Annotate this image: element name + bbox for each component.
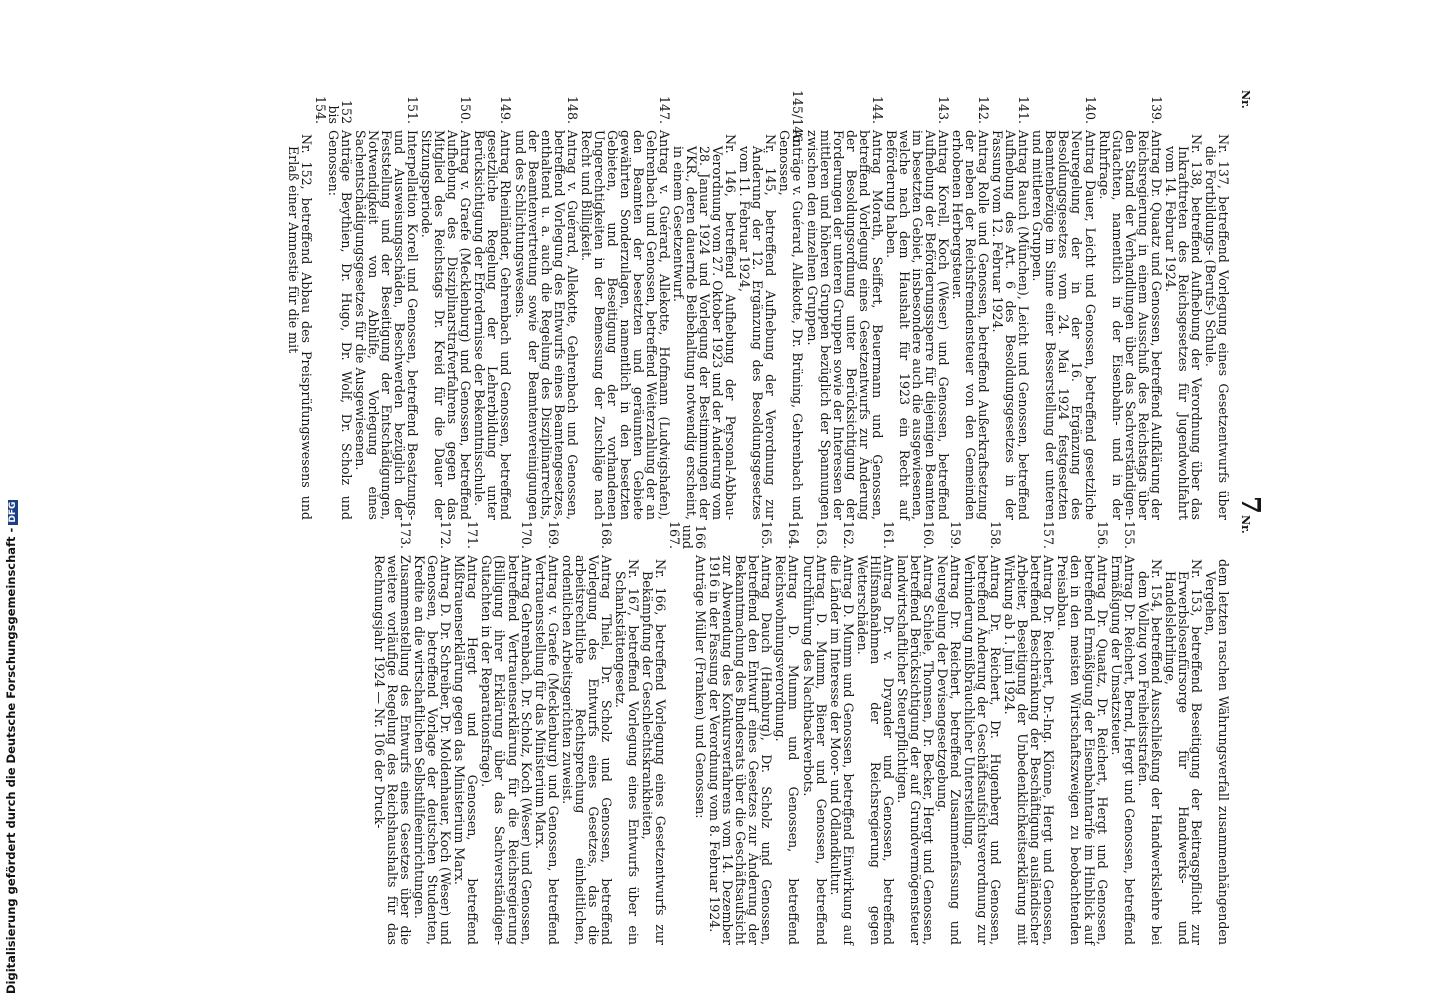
funding-notice [4, 500, 18, 994]
motion-text: Antrag D. Mumm, Biener und Genossen, betreffend Durchführung des Nachtbackverbots. [800, 555, 829, 945]
motion-number: 149. [498, 95, 514, 124]
sub-item-text: Nr. 154, betreffend Ausschließung der Handwerkslehre bei dem Vollzug von Freiheitsstrafen. [1135, 559, 1164, 945]
motion-text: Antrag Dauch (Hamburg), Dr. Scholz und Genossen, betreffend den Entwurf eines Gesetzes zur Änderung der Bekanntmachung des Bundesrats über die Geschäftsaufsicht zur Abwendung des Konkursverfahrens vom 14. Dezember 1916 in der Fassung der Verordnung vom 8. Februar 1924. [707, 555, 775, 945]
motion-text: Antrag D. Dr. Schreiber, Dr. Moldenhauer, Koch (Weser) und Genossen, betreffend Vorlage der deutschen Studenten, Kredite an die wirtschaftlichen Selbsthilfeeinrichtungen. [412, 555, 454, 945]
motion-text: Zusammenstellung des Entwurfs eines Gesetzes über die weitere vorläufige Regelung des Reichshaushalts für das Rechnungsjahr 1924 — Nr. 106 der Druck- [372, 555, 414, 945]
motion-entry [413, 515, 452, 945]
motion-entry [534, 515, 560, 945]
motion-number: 168. [598, 520, 614, 549]
motion-entry [480, 515, 532, 945]
motion-number: 170. [518, 520, 534, 549]
motion-entry [802, 515, 828, 945]
motion-text: Antrag Korell, Koch (Weser) und Genossen, betreffend Aufhebung der Beförderungssperre für diejenigen Beamten im besetzten Gebiet, insbesondere auch die ausgewiesenen, welche nach dem Haushalt für 1923 ein Recht auf Beförderung haben. [883, 130, 952, 520]
motion-text: Interpellation Korell und Genossen, betreffend Besatzungs- und Ausweisungsschäden, Beschwerden bezüglich der Feststellung und der Beseitigung der Entschädigungen, Notwendigkeit von Abhilfe, Vorlegung eines Sachentschädigungsgesetzes für die Ausgewiesenen. [352, 130, 421, 520]
motion-text: Antrag Rolle und Genossen, betreffend Außerkraftsetzung der neben der Reichsfremdensteuer von den Gemeinden erhobenen Herbergsteuer. [950, 130, 992, 520]
motion-entry [963, 515, 1002, 945]
motion-number: 156. [1094, 520, 1110, 549]
motion-text: Antrag v. Guérard, Allekotte, Hofmann (Ludwigshafen), Gehrenbach und Genossen, betreffend Weiterzahlung der an den Beamten der besetzten und geräumten Gebiete gewährten Sonderzulagen, namentlich in den besetzten Gebieten, und Beseitigung der vorhandenen Ungerechtigkeiten in der Bemessung der Zuschläge nach Recht und Billigkeit. [578, 130, 673, 520]
motion-number: 143. [936, 95, 952, 124]
motion-text: Antrag Rauch (München), Leicht und Genossen, betreffend Aufhebung des Art. 6 des Besoldungsgesetzes in der Fassung vom 12. Februar 1924. [990, 130, 1032, 520]
motion-entry [473, 90, 512, 520]
motion-entry [806, 90, 884, 520]
motion-entry [1110, 515, 1136, 945]
motion-number: 157. [1041, 520, 1057, 549]
motion-text: Antrag Dr. Quaatz und Genossen, betreffend Aufklärung der Reichsregierung in einem Ausschuß des Reichstags über den Stand der Verhandlungen über das Sachverständigen-Gutachten, namentlich in der Eisenbahn- und in der Ruhrfrage. [1096, 130, 1164, 520]
motion-text: Antrag Gehrenbach, Dr. Scholz, Koch (Weser) und Genossen, betreffend Vertrauenserklärung für die Reichsregierung (Billigung ihrer Erklärung über das Sachverständigen-Gutachten in der Reparationsfrage). [479, 555, 534, 945]
motion-number: 152 bis 154. [312, 95, 354, 124]
motion-number: 160. [920, 520, 936, 549]
motion-number: 165. [759, 520, 775, 549]
digitization-sidebar [0, 0, 22, 1000]
motion-entry [314, 90, 353, 520]
motion-entry [580, 90, 671, 520]
motion-number: 148. [564, 95, 580, 124]
motion-number: 144. [869, 95, 885, 124]
sub-item-text: Nr. 153, betreffend Beseitigung der Beitragspflicht zur Erwerbslosenfürsorge für Handwerks- und Handelslehrlinge, [1162, 559, 1204, 945]
motion-entry [1003, 515, 1055, 945]
motion-entry [778, 90, 804, 520]
funding-text: Digitalisierung gefördert durch die Deutsche Forschungsgemeinschaft - [4, 527, 18, 994]
motion-number: 158. [988, 520, 1004, 549]
motion-text: Antrag Dr. Reichert, Dr.-Ing. Klönne, Hergt und Genossen, betreffend Beschränkung der Beschäftigung ausländischer Arbeiter, Beseitigung der Unbedenklichkeitserklärung mit Wirkung ab 1. Juni 1924. [1002, 555, 1057, 945]
motion-entry [896, 515, 935, 945]
motion-text: Antrag Thiel, Dr. Scholz und Genossen, betreffend Vorlegung des Entwurfs eines Gesetzes, das die arbeitsrechtliche Rechtsprechung einheitlichen, ordentlichen Arbeitsgerichten zuweist. [559, 555, 614, 945]
motion-text: Antrag Dauer, Leicht und Genossen, betreffend gesetzliche Neuregelung der in der 16. Ergänzung des Besoldungsgesetzes vom 24. Mai 1924 festgesetzten Beamtenbezüge im Sinne einer Besserstellung der unteren und mittleren Gruppen. [1030, 130, 1098, 520]
motion-number: 166 und 167. [667, 520, 709, 549]
dfg-logo: DFG [8, 501, 18, 523]
motion-number: 164. [786, 520, 802, 549]
motion-entry [513, 90, 578, 520]
motion-entry [856, 515, 895, 945]
motion-entry [561, 515, 613, 945]
sub-item-text: Nr. 145, betreffend Aufhebung der Verordnung zur Änderung der 12. Ergänzung des Besoldungsgesetzes vom 11. Februar 1924, [737, 134, 779, 520]
motion-text: Antrag D. Mumm und Genossen, betreffend Reichswohnungsverordnung. [773, 555, 802, 945]
motion-text: Antrag Schiele, Thomsen, Dr. Becker, Hergt und Genossen, betreffend Berücksichtigung der auf Grundvermögensteuer landwirtschaftlicher Steuerpflichtigen. [894, 555, 936, 945]
motion-number: 173. [398, 520, 414, 549]
sub-item-text: Nr. 146, betreffend Aufhebung der Personal-Abbau-Verordnung vom 27. Oktober 1923 und der Änderung vom 28. Januar 1924 und Vorlegung der Bestimmungen der VKR., deren dauernde Beibehaltung notwendig erscheint, in einem Gesetzentwurf. [671, 134, 739, 520]
motion-text: Antrag Morath, Seiffert, Beuermann und Genossen, betreffend Vorlegung eines Gesetzentwurfs zur Änderung der Besoldungsordnung unter Berücksichtigung der Forderungen der unteren Gruppen sowie der Interessen der mittleren und höheren Gruppen bezüglich der Spannungen zwischen den einzelnen Gruppen. [804, 130, 885, 520]
motion-number: 150. [458, 95, 474, 124]
motion-entry [668, 515, 707, 945]
motion-entry [829, 515, 855, 945]
motion-text: Antrag Dr. Quaatz, Dr. Reichert, Hergt und Genossen, betreffend Ermäßigung der Eisenbahntarife im Hinblick auf den in den meisten Wirtschaftszweigen zu beobachtenden Preisabbau. [1055, 555, 1110, 945]
motion-text: Antrag Hergt und Genossen, betreffend Mißtrauenserklärung gegen das Ministerium Marx. [452, 555, 481, 945]
motion-number: 147. [657, 95, 673, 124]
motion-number: 161. [880, 520, 896, 549]
motion-entry [991, 90, 1030, 520]
motion-number: 169. [545, 520, 561, 549]
motion-text: Antrag v. Graefe (Mecklenburg) und Genossen, betreffend Vertrauensstellung für das Ministerium Marx. [532, 555, 561, 945]
motion-number: 145/146. [790, 90, 806, 147]
motion-entry [885, 90, 950, 520]
motion-number: 159. [948, 520, 964, 549]
motion-entry [774, 515, 800, 945]
sub-item-text: Nr. 166, betreffend Vorlegung eines Gesetzentwurfs zur Bekämpfung der Geschlechtskrankheiten, [639, 559, 669, 945]
motion-text: Antrag v. Guérard, Allekotte, Gehrenbach und Genossen, betreffend Vorlegung des Entwurfs eines Beamtengesetzes, enthaltend u. a. auch die Regelung des Disziplinarrechts, der Beamtenvertretung sowie der Beamtenvereinigungen und des Schlichtungswesens. [512, 130, 580, 520]
motion-entry [936, 515, 962, 945]
motion-entry [708, 515, 773, 945]
right-text-column [372, 515, 1230, 945]
motion-text: Antrag Dr. v. Dryander und Genossen, betreffend Hilfsmaßnahmen der Reichsregierung gegen Wetterschäden. [854, 555, 896, 945]
motion-entry [354, 90, 419, 520]
motion-number: 151. [405, 95, 421, 124]
motion-number: 171. [465, 520, 481, 549]
motion-number: 155. [1121, 520, 1137, 549]
right-column-header: Nr. [1239, 515, 1252, 534]
motion-number: 141. [1016, 95, 1032, 124]
motion-entry [1031, 90, 1096, 520]
motion-text: Anträge Beythien, Dr. Hugo, Dr. Wolf, Dr. Scholz und Genossen: [325, 130, 354, 520]
motion-entry [373, 515, 412, 945]
sub-item-text: dem letzten raschen Währungsverfall zusammenhängenden Vergehen, [1202, 559, 1231, 945]
motion-text: Anträge Müller (Franken) und Genossen: [693, 555, 709, 819]
motion-number: 142. [976, 95, 992, 124]
sub-item-text: Nr. 167, betreffend Vorlegung eines Entwurfs über ein Schankstättengesetz. [612, 559, 641, 945]
motion-number: 140. [1082, 95, 1098, 124]
motion-text: Antrag D. Mumm und Genossen, betreffend Einwirkung auf die Länder im Interesse der Moor- und Ödlandkultur. [827, 555, 856, 945]
motion-text: Antrag Rheinländer, Gehrenbach und Genossen, betreffend gesetzliche Regelung der Lehrerbildung unter Berücksichtigung der Erfordernisse der Bekenntnisschule. [472, 130, 514, 520]
motion-number: 139. [1148, 95, 1164, 124]
motion-text: Antrag v. Graefe (Mecklenburg) und Genossen, betreffend Aufhebung des Disziplinarstrafverfahrens gegen das Mitglied des Reichstags Dr. Kreid für die Dauer der Sitzungsperiode. [419, 130, 474, 520]
left-column-header: Nr. [1239, 90, 1252, 109]
motion-text: Antrag Dr. Reichert, Bernd, Hergt und Genossen, betreffend Ermäßigung der Umsatzsteuer. [1108, 555, 1137, 945]
motion-number: 172. [438, 520, 454, 549]
motion-entry [951, 90, 990, 520]
motion-number: 162. [840, 520, 856, 549]
left-text-column [286, 90, 1230, 520]
motion-entry [1098, 90, 1163, 520]
motion-number: 163. [813, 520, 829, 549]
motion-entry [453, 515, 479, 945]
sub-item-text: Nr. 152, betreffend Abbau des Preisprüfungswesens und Erlaß einer Amnestie für die mit [285, 134, 314, 520]
rotated-document-page [70, 0, 1370, 1000]
page-number: 7 [1235, 496, 1265, 515]
motion-text: Antrag Dr. Reichert, Dr. Hugenberg und Genossen, betreffend Änderung der Geschäftsaufsichtsverordnung zur Verhinderung mißbräuchlicher Unterstellung. [962, 555, 1004, 945]
sub-item-text: Nr. 138, betreffend Aufhebung der Verordnung über das Inkrafttreten des Reichsgesetzes für Jugendwohlfahrt vom 14. Februar 1924. [1162, 134, 1204, 520]
motion-text: Antrag Dr. Reichert, betreffend Zusammenfassung und Neuregelung der Devisengesetzgebung. [935, 555, 964, 945]
motion-entry [420, 90, 472, 520]
motion-entry [1056, 515, 1108, 945]
sub-item-text: Nr. 137, betreffend Vorlegung eines Gesetzentwurfs über die Fortbildungs- (Berufs-) Schule. [1202, 134, 1231, 520]
motion-text: Anträge v. Guérard, Allekotte, Dr. Brüning, Gehrenbach und Genossen, [777, 130, 806, 520]
